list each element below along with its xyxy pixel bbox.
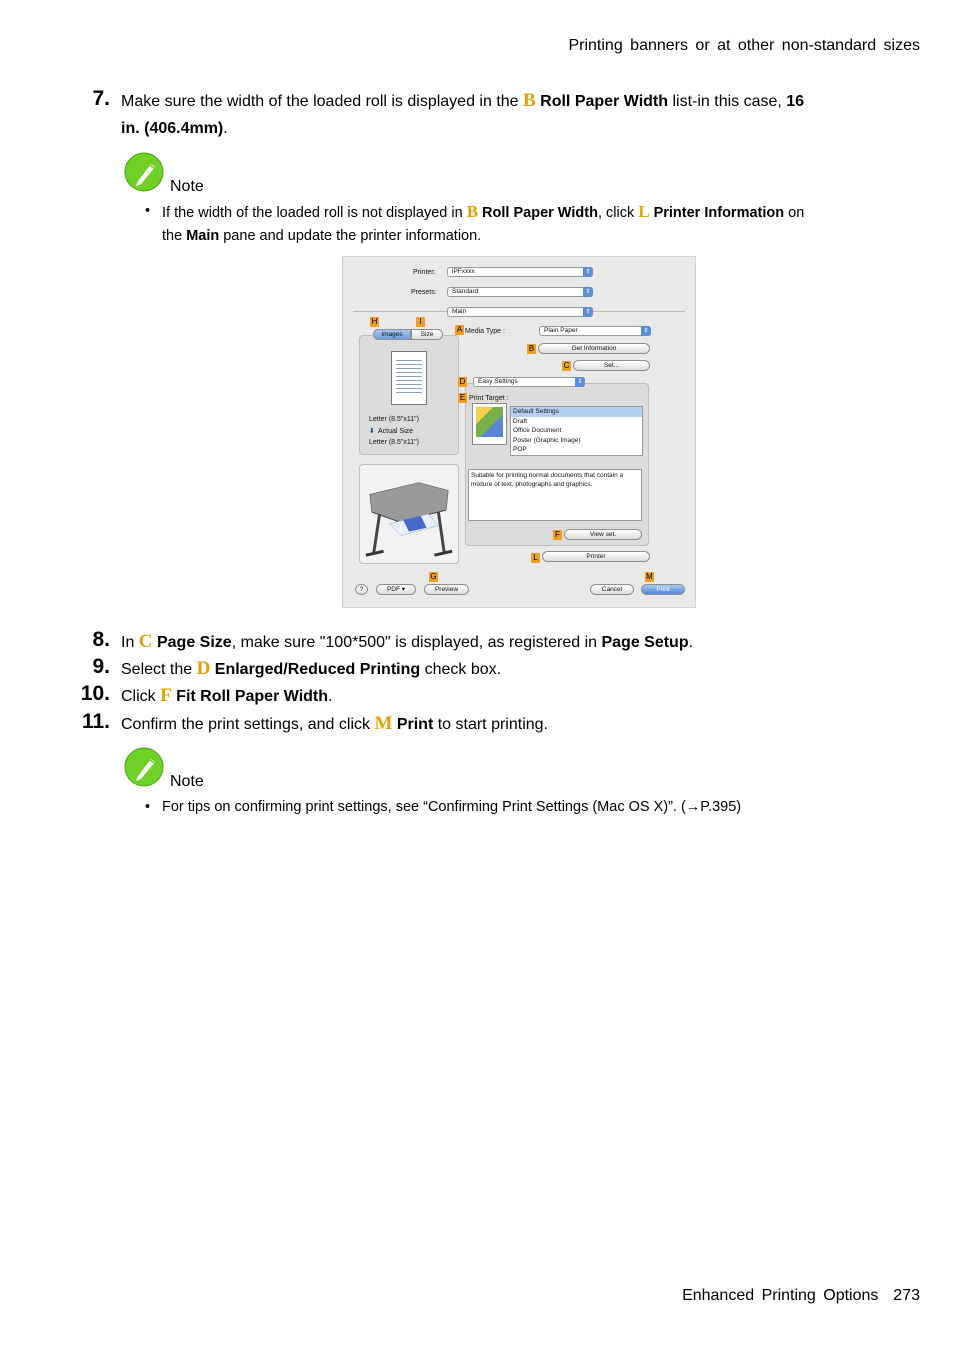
step-number: 8. [92, 628, 110, 651]
description-box: Suitable for printing normal documents that contain a mixture of text, photographs and graphics. [468, 469, 642, 521]
get-information-button[interactable]: Get Information [538, 343, 650, 354]
tag-d: D [459, 377, 466, 386]
page-number: 273 [893, 1287, 920, 1304]
printer-image-panel [359, 464, 459, 564]
pdf-button[interactable]: PDF ▾ [376, 584, 416, 595]
popup-arrow-icon: ⇕ [641, 326, 651, 336]
print-dialog-screenshot [342, 256, 696, 608]
page-thumbnail [391, 351, 427, 405]
page-footer [682, 1287, 920, 1305]
note-pencil-icon [124, 747, 164, 787]
list-item[interactable]: POP [513, 446, 527, 453]
size-line-2: Actual Size [378, 428, 414, 435]
step-7-text: Make sure the width of the loaded roll is displayed in the B Roll Paper Width list-in this case, 16 in. (406.4mm). [121, 90, 805, 137]
note-1-bullet: • If the width of the loaded roll is not displayed in B Roll Paper Width, click L Printer Information on the Main pane and update the printer information. [145, 202, 805, 244]
printer-popup[interactable]: iPFxxxx ⇕ [447, 267, 593, 277]
size-line-1: Letter (8.5"x11") [369, 416, 419, 423]
step-number: 9. [92, 655, 110, 678]
pane-popup[interactable]: Main ⇕ [447, 307, 593, 317]
tag-c: C [563, 361, 570, 370]
media-type-popup[interactable]: Plain Paper ⇕ [539, 326, 651, 336]
printer-illustration-icon [360, 465, 458, 563]
down-arrow-icon: ⬇ [369, 428, 375, 435]
help-button[interactable]: ? [355, 584, 368, 595]
target-thumbnail [472, 403, 507, 445]
tag-i: I [416, 317, 425, 327]
tab-size[interactable]: Size [411, 329, 443, 340]
note-2-bullet: • For tips on confirming print settings, see “Confirming Print Settings (Mac OS X)”. (→P.395) [145, 799, 742, 815]
list-item[interactable]: Poster (Graphic Image) [513, 436, 581, 444]
set-button[interactable]: Set... [573, 360, 650, 371]
step-9-text: Select the D Enlarged/Reduced Printing check box. [121, 658, 502, 679]
tag-b: B [528, 344, 535, 353]
step-10-text: Click F Fit Roll Paper Width. [121, 685, 333, 706]
step-number: 11. [81, 710, 110, 733]
preview-button[interactable]: Preview [424, 584, 469, 595]
print-target-label: Print Target : [469, 395, 509, 402]
note-label: Note [170, 773, 204, 790]
tab-images[interactable]: Images [373, 329, 411, 340]
list-item[interactable]: Draft [513, 417, 528, 425]
tag-m: M [646, 572, 653, 581]
media-type-label: Media Type : [465, 328, 505, 335]
step-8-text: In C Page Size, make sure "100*500" is displayed, as registered in Page Setup. [121, 631, 694, 652]
printer-button[interactable]: Printer [542, 551, 650, 562]
presets-popup[interactable]: Standard ⇕ [447, 287, 593, 297]
tag-h: H [371, 317, 378, 326]
tag-l: L [531, 553, 540, 563]
presets-label: Presets: [411, 289, 437, 296]
easy-settings-popup[interactable]: Easy Settings ⇕ [473, 377, 585, 387]
view-set-button[interactable]: View set. [564, 529, 642, 540]
footer-section: Enhanced Printing Options [682, 1287, 879, 1304]
note-pencil-icon [124, 152, 164, 192]
popup-arrow-icon: ⇕ [583, 267, 593, 277]
size-line-3: Letter (8.5"x11") [369, 439, 419, 446]
tag-e: E [459, 393, 466, 402]
printer-label: Printer: [413, 269, 436, 276]
popup-arrow-icon: ⇕ [583, 287, 593, 297]
list-item[interactable]: Default Settings [511, 407, 642, 417]
list-item[interactable]: Office Document [513, 427, 562, 434]
step-11-text: Confirm the print settings, and click M Print to start printing. [121, 713, 548, 734]
tag-f: F [553, 530, 562, 540]
popup-arrow-icon: ⇕ [575, 377, 585, 387]
note-label: Note [170, 178, 204, 195]
tag-a: A [456, 325, 463, 334]
popup-arrow-icon: ⇕ [583, 307, 593, 317]
print-button[interactable]: Print [641, 584, 685, 595]
step-number: 7. [92, 87, 110, 110]
print-target-list[interactable] [510, 406, 643, 456]
tag-g: G [430, 572, 437, 581]
cancel-button[interactable]: Cancel [590, 584, 634, 595]
callout-letter-b: B [523, 90, 536, 111]
step-number: 10. [80, 682, 110, 705]
running-header: Printing banners or at other non-standard sizes [568, 37, 920, 54]
